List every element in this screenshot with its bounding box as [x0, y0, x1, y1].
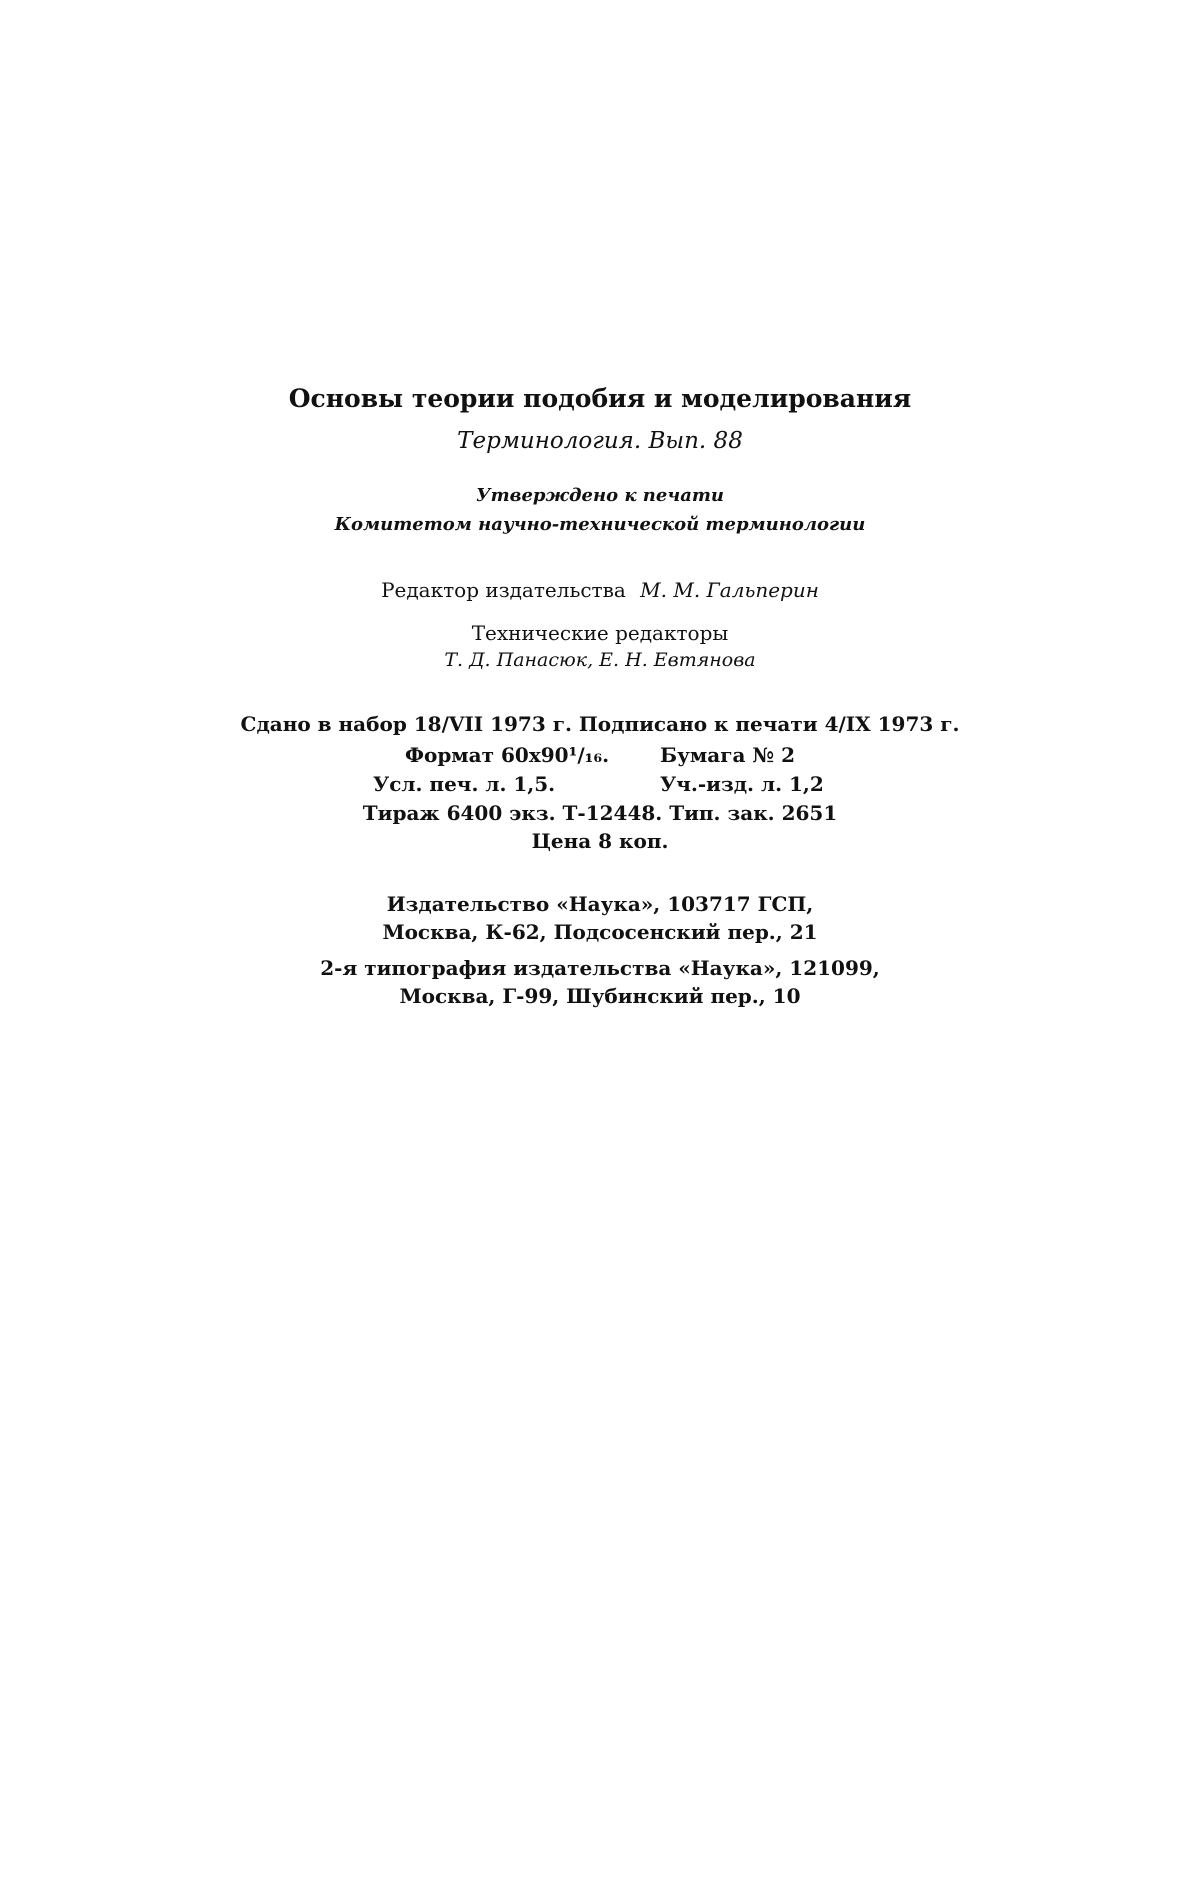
printer-line-1: 2-я типография издательства «Наука», 121099, — [320, 956, 880, 980]
publisher-line-1: Издательство «Наука», 103717 ГСП, — [386, 892, 814, 916]
imprint-circulation: Тираж 6400 экз. Т-12448. Тип. зак. 2651 — [362, 801, 838, 825]
tech-editors-label: Технические редакторы — [471, 621, 729, 645]
printer-line-2: Москва, Г-99, Шубинский пер., 10 — [399, 984, 801, 1008]
imprint-print-sheets: Усл. печ. л. 1,5. — [373, 772, 556, 796]
tech-editors-names: Т. Д. Панасюк, Е. Н. Евтянова — [444, 649, 756, 671]
series-line: Терминология. Вып. 88 — [457, 428, 743, 454]
imprint-dates: Сдано в набор 18/VII 1973 г. Подписано к печати 4/IX 1973 г. — [240, 712, 960, 736]
book-title: Основы теории подобия и моделирования — [288, 384, 912, 413]
approval-line-2: Комитетом научно-технической терминологии — [334, 514, 866, 535]
editor-line — [0, 580, 1200, 600]
imprint-paper: Бумага № 2 — [660, 743, 796, 767]
publisher-line-2: Москва, К-62, Подсосенский пер., 21 — [382, 920, 818, 944]
imprint-format: Формат 60x90¹/₁₆. — [405, 743, 610, 767]
editor-label: Редактор издательства — [381, 578, 626, 602]
editor-name: М. М. Гальперин — [640, 578, 819, 602]
approval-line-1: Утверждено к печати — [475, 485, 725, 506]
imprint-publ-sheets: Уч.-изд. л. 1,2 — [660, 772, 824, 796]
imprint-price: Цена 8 коп. — [531, 829, 669, 853]
